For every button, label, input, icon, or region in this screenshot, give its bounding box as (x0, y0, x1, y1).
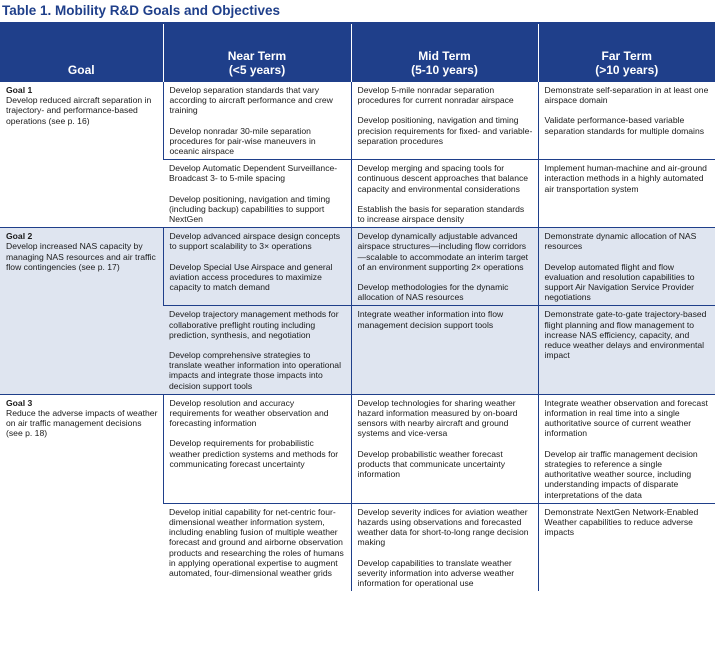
goal-label: Goal 2 (6, 231, 33, 242)
objective-text: Develop merging and spacing tools for continuous descent approaches that balance capacity and environmental considerations (357, 163, 529, 194)
far-term-cell (538, 82, 715, 160)
objective-text: Develop technologies for sharing weather hazard information measured by on-board sensors with nearby aircraft and ground systems and vice-versa (357, 397, 518, 439)
objective-text: Demonstrate self-separation in at least one airspace domain (544, 85, 709, 106)
objective-text: Develop comprehensive strategies to translate weather information into operational impacts and integrate those impacts into decision support tools (169, 350, 341, 391)
objective-text: Establish the basis for separation standards to increase airspace density (357, 203, 525, 225)
far-term-cell (538, 228, 715, 306)
mid-term-cell (351, 306, 538, 394)
objective-text: Develop requirements for probabilistic weather prediction systems and methods for communicating forecast uncertainty (169, 438, 339, 469)
objective-text: Demonstrate gate-to-gate trajectory-based flight planning and flow management to increase NAS efficiency, capacity, and reduce weather delays and environmental impact (544, 309, 707, 361)
near-term-cell (163, 228, 351, 306)
objective-text: Develop probabilistic weather forecast products that communicate uncertainty information (357, 448, 506, 480)
objective-text: Integrate weather observation and forecast information in real time into a single authoritative source of current weather information (544, 397, 708, 439)
goals-table (0, 24, 715, 591)
objective-text: Develop positioning, navigation and timing precision requirements for fixed- and variable-separation procedures (357, 115, 533, 146)
objective-text: Develop methodologies for the dynamic allocation of NAS resources (357, 282, 509, 303)
goal-label: Goal 1 (6, 85, 33, 95)
objective-text: Develop positioning, navigation and timing (including backup) capabilities to support NextGen (169, 193, 330, 225)
near-term-cell (163, 306, 351, 394)
mid-term-cell (351, 394, 538, 503)
table-title: Table 1. Mobility R&D Goals and Objectives (2, 3, 281, 18)
objective-text: Develop capabilities to translate weather severity information into adverse weather information for operational use (357, 557, 515, 588)
objective-text: Develop automated flight and flow evaluation and resolution capabilities to support Air Navigation Service Provider negotiations (544, 261, 695, 303)
objective-text: Develop air traffic management decision strategies to reference a single authoritative weather source, including understanding impacts of disparate interpretations of the data (544, 448, 698, 500)
objective-text: Demonstrate dynamic allocation of NAS resources (544, 231, 697, 252)
objective-text: Develop separation standards that vary according to aircraft performance and crew training (169, 85, 333, 116)
header-goal: Goal (0, 24, 163, 82)
objective-text: Develop advanced airspace design concepts to support scalability to 3× operations (169, 231, 341, 252)
objective-text: Develop nonradar 30-mile separation procedures for pair-wise maneuvers in oceanic airspace (169, 125, 316, 157)
objective-text: Validate performance-based variable separation standards for multiple domains (544, 115, 705, 136)
goal-cell (0, 228, 163, 395)
near-term-cell (163, 82, 351, 160)
near-term-cell (163, 394, 351, 503)
goal-description: Reduce the adverse impacts of weather on air traffic management decisions (see p. 18) (6, 408, 158, 439)
table-row (0, 228, 715, 306)
table-row (0, 394, 715, 503)
mid-term-cell (351, 82, 538, 160)
objective-text: Integrate weather information into flow management decision support tools (357, 309, 504, 330)
mid-term-cell (351, 503, 538, 591)
objective-text: Develop trajectory management methods for collaborative preflight routing including prediction, synthesis, and negotiation (169, 309, 339, 340)
objective-text: Demonstrate NextGen Network-Enabled Weather capabilities to reduce adverse impacts (544, 506, 699, 538)
objective-text: Develop Special Use Airspace and general aviation access procedures to maximize capacity to match demand (169, 261, 333, 293)
objective-text: Develop 5-mile nonradar separation procedures for current nonradar airspace (357, 85, 514, 106)
goal-description: Develop increased NAS capacity by managing NAS resources and air traffic flow contingencies (see p. 17) (6, 241, 156, 272)
header-mid-term: Mid Term (5-10 years) (351, 24, 538, 82)
objective-text: Develop Automatic Dependent Surveillance-Broadcast 3- to 5-mile spacing (169, 163, 338, 184)
header-near-term: Near Term (<5 years) (163, 24, 351, 82)
goal-description: Develop reduced aircraft separation in trajectory- and performance-based operations (see p. 16) (6, 95, 152, 126)
header-far-term: Far Term (>10 years) (538, 24, 715, 82)
table-row (0, 82, 715, 160)
far-term-cell (538, 306, 715, 394)
objective-text: Develop severity indices for aviation weather hazards using observations and forecasted weather data for short-to-long range decision making (357, 506, 529, 548)
near-term-cell (163, 503, 351, 591)
far-term-cell (538, 503, 715, 591)
goal-cell (0, 82, 163, 228)
goal-cell (0, 394, 163, 591)
goal-label: Goal 3 (6, 397, 33, 408)
objective-text: Develop resolution and accuracy requirements for weather observation and forecasting information (169, 397, 329, 429)
far-term-cell (538, 160, 715, 228)
objective-text: Develop dynamically adjustable advanced airspace structures—including flow corridors—scalable to accommodate an interim target of an environment supporting 2× operations (357, 231, 529, 272)
near-term-cell (163, 160, 351, 228)
far-term-cell (538, 394, 715, 503)
objective-text: Implement human-machine and air-ground interaction methods in a highly automated air transportation system (544, 163, 707, 194)
mid-term-cell (351, 160, 538, 228)
objective-text: Develop initial capability for net-centric four-dimensional weather information system, including enabling fusion of multiple weather forecast and ground and airborne observation products and researching the roles of humans in applying operational expertise to augment automated, four-dimensional weather grids (169, 506, 344, 578)
mid-term-cell (351, 228, 538, 306)
header-row (0, 24, 715, 82)
